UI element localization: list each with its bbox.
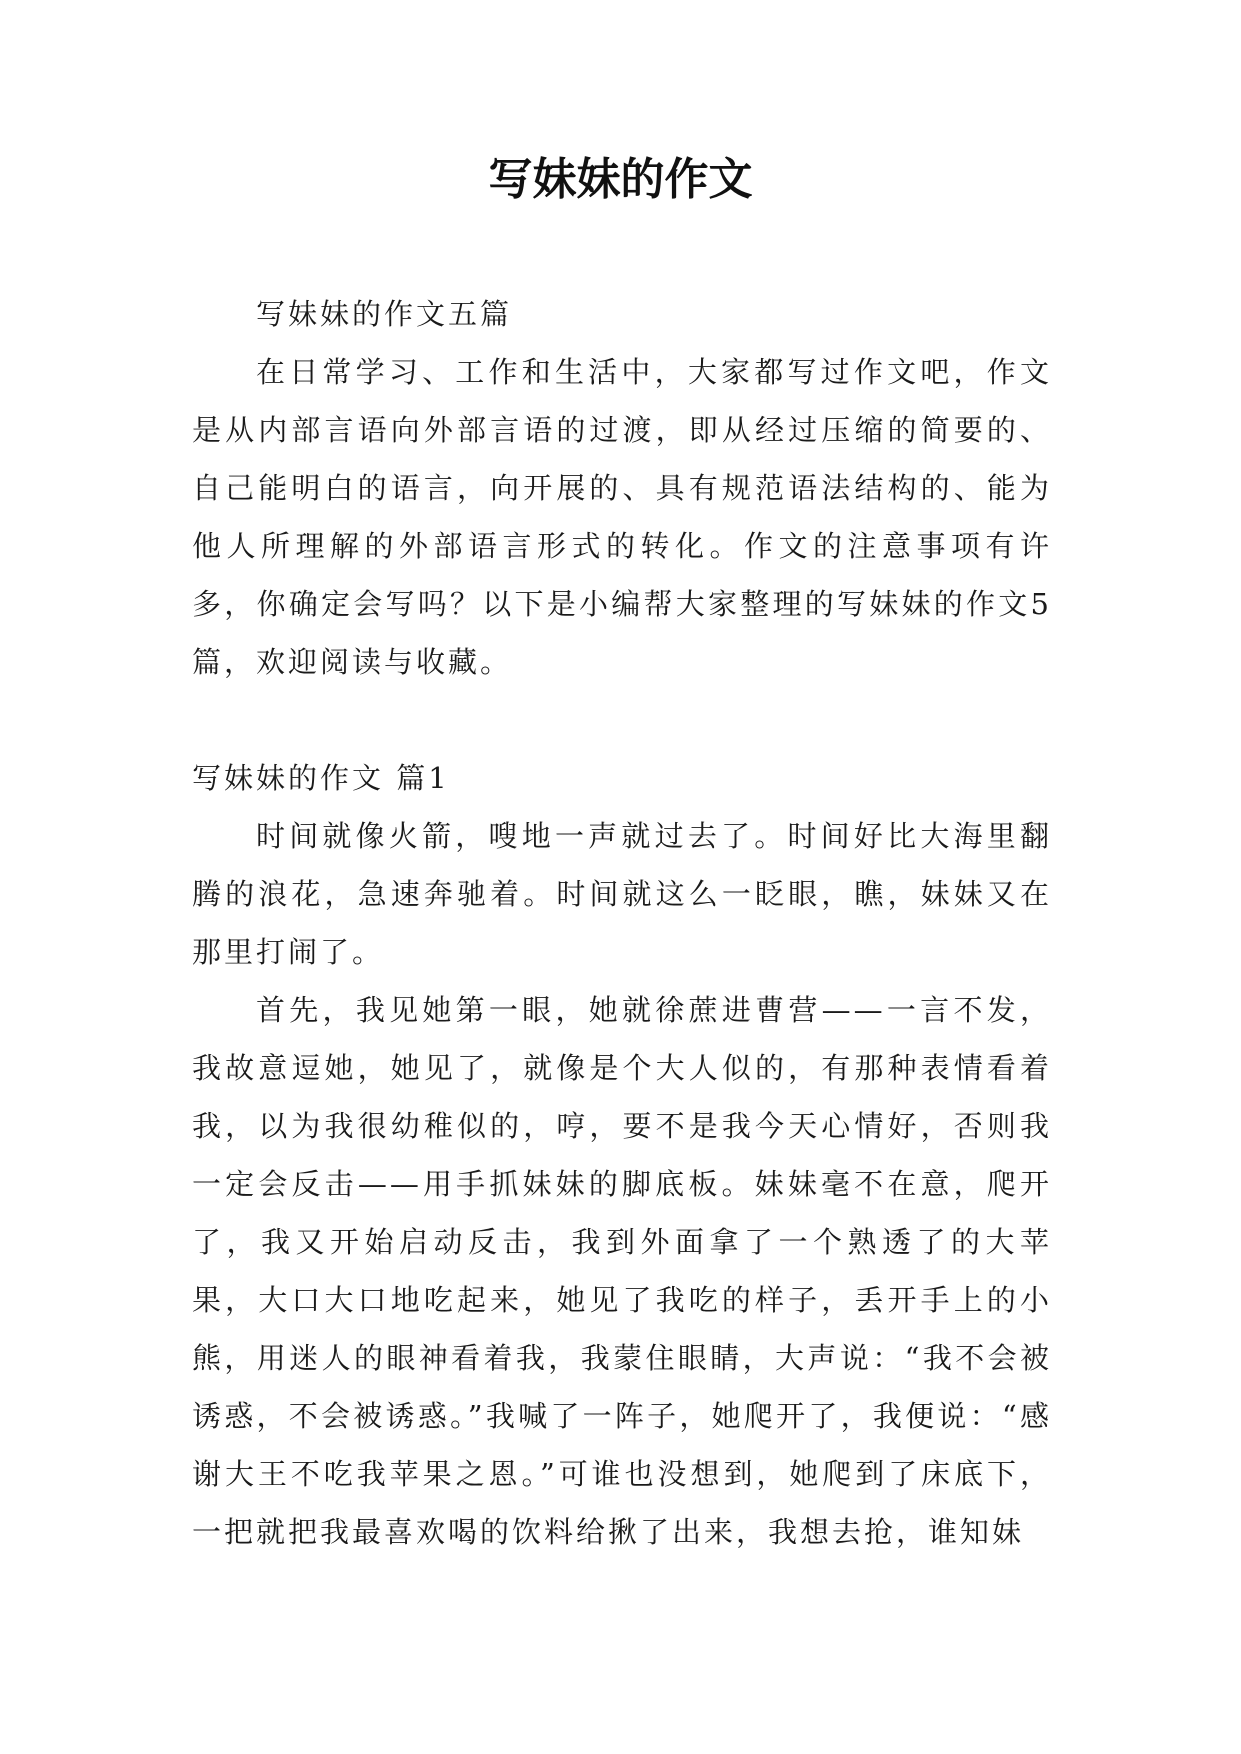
body-paragraph: 时间就像火箭，嗖地一声就过去了。时间好比大海里翻腾的浪花，急速奔驰着。时间就这么一眨眼，瞧，妹妹又在那里打闹了。 — [192, 819, 1052, 969]
section-heading: 写妹妹的作文 篇1 — [192, 761, 450, 795]
intro-paragraph: 在日常学习、工作和生活中，大家都写过作文吧，作文是从内部言语向外部言语的过渡，即从经过压缩的简要的、自己能明白的语言，向开展的、具有规范语法结构的、能为他人所理解的外部语言形式的转化。作文的注意事项有许多，你确定会写吗？以下是小编帮大家整理的写妹妹的作文5篇，欢迎阅读与收藏。 — [192, 355, 1052, 679]
document-title: 写妹妹的作文 — [488, 154, 753, 205]
document-subtitle: 写妹妹的作文五篇 — [256, 297, 513, 331]
document-body — [192, 285, 1052, 1561]
body-paragraph: 首先，我见她第一眼，她就徐蔗进曹营——一言不发，我故意逗她，她见了，就像是个大人似的，有那种表情看着我，以为我很幼稚似的，哼，要不是我今天心情好，否则我一定会反击——用手抓妹妹的脚底板。妹妹毫不在意，爬开了，我又开始启动反击，我到外面拿了一个熟透了的大苹果，大口大口地吃起来，她见了我吃的样子，丢开手上的小熊，用迷人的眼神看着我，我蒙住眼睛，大声说：“我不会被诱惑，不会被诱惑。”我喊了一阵子，她爬开了，我便说：“感谢大王不吃我苹果之恩。”可谁也没想到，她爬到了床底下，一把就把我最喜欢喝的饮料给揪了出来，我想去抢，谁知妹 — [192, 993, 1052, 1549]
